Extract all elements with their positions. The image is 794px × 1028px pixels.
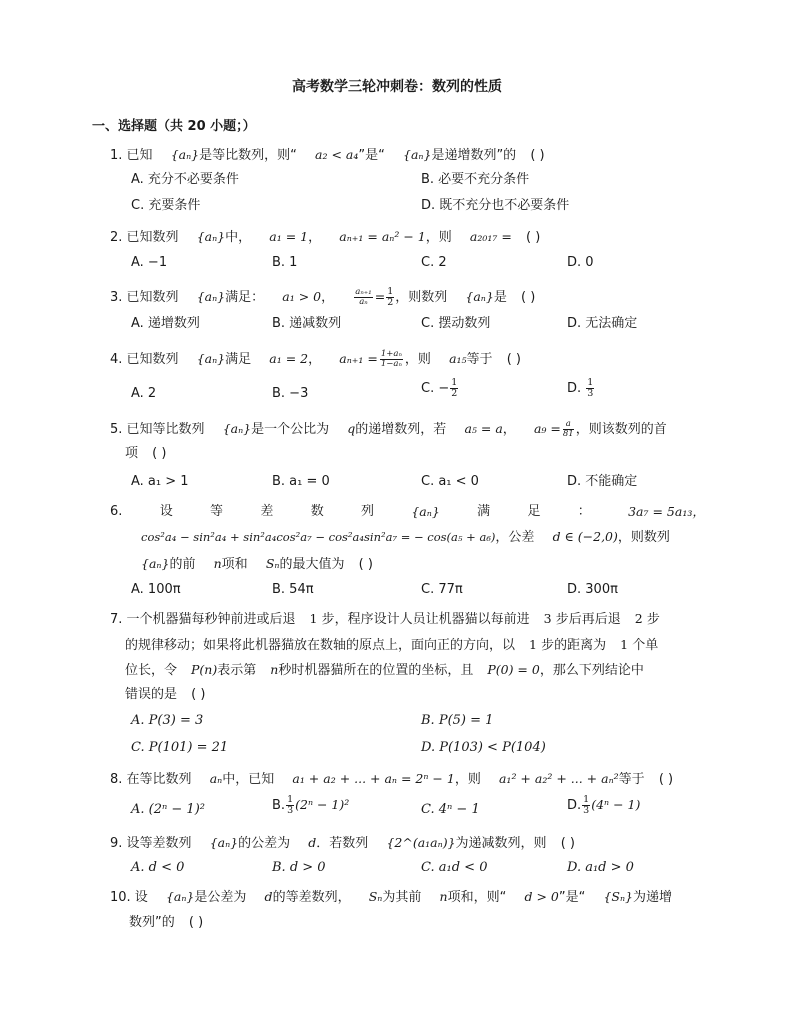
option-c: C. − $\frac{1}{2}$ — [421, 377, 458, 399]
question-7-line-4: 错误的是 ( ) — [125, 685, 720, 705]
option-b: B. 1 — [272, 255, 298, 270]
answer-blank: ( ) — [530, 148, 545, 163]
option-b: B. d > 0 — [272, 860, 326, 875]
answer-blank: ( ) — [506, 352, 521, 367]
option-c: C. 摆动数列 — [421, 316, 491, 331]
option-d: D. $\frac{1}{3}$ — [567, 377, 594, 399]
option-d: D. 300π — [567, 582, 618, 597]
answer-blank: ( ) — [525, 230, 541, 245]
question-6-line-1: 6. 设 等 差 数 列 {aₙ} 满 足 ： 3a₇ = 5a₁₃， — [110, 504, 705, 519]
fraction: $\frac{1}{3}$ — [587, 377, 594, 399]
option-c: C. a₁d < 0 — [421, 860, 488, 875]
option-b: B. P(5) = 1 — [421, 713, 494, 728]
answer-blank: ( ) — [658, 772, 674, 787]
question-5: 5. 已知等比数列 {aₙ}是一个公比为 q的递增数列，若 a₅ = a， a₉ = $\frac{a}{81}$ ，则该数列的首 — [110, 419, 667, 439]
option-c: C. a₁ < 0 — [421, 474, 479, 489]
option-d: D. 不能确定 — [567, 474, 638, 489]
option-d: D. $\frac{1}{3}$ (4ⁿ − 1) — [567, 794, 641, 816]
option-a: A. −1 — [131, 255, 168, 270]
answer-blank: ( ) — [358, 557, 373, 572]
question-4: 4. 已知数列 {aₙ}满足 a₁ = 2， aₙ₊₁ = $\frac{\text{1+aₙ}}{\text{1−aₙ}}$ ，则 a₁₅等于 ( ) — [110, 349, 521, 369]
option-c: C. 充要条件 — [131, 198, 201, 213]
option-a: A. (2ⁿ − 1)² — [131, 802, 205, 817]
question-3: 3. 已知数列 {aₙ}满足： a₁ > 0， $\frac{\text{aₙ₊₁}}{\text{aₙ}}$ = $\frac{1}{2}$ ，则数列 {aₙ}是 ( ) — [110, 286, 536, 308]
option-a: A. 100π — [131, 582, 181, 597]
question-10-line-2: 数列”的 ( ) — [129, 913, 724, 933]
option-a: A. d < 0 — [131, 860, 185, 875]
option-b: B. a₁ = 0 — [272, 474, 330, 489]
answer-blank: ( ) — [152, 446, 167, 461]
answer-blank: ( ) — [188, 915, 204, 930]
question-6-line-3: {aₙ}的前 n项和 Sₙ的最大值为 ( ) — [141, 554, 736, 575]
section-heading: 一、选择题（共 20 小题；） — [92, 119, 256, 134]
option-d: D. P(103) < P(104) — [421, 740, 546, 755]
question-7-line-1: 7. 一个机器猫每秒钟前进或后退 1 步，程序设计人员让机器猫以每前进 3 步后再后退 2 步 — [110, 611, 660, 627]
question-6 — [110, 502, 705, 522]
question-6-line-2: cos²a₄ − sin²a₄ + sin²a₄cos²a₇ − cos²a₄sin²a₇ = − cos(a₅ + a₆)，公差 d ∈ (−2,0)，则数列 — [141, 529, 670, 545]
option-b: B. −3 — [272, 386, 309, 401]
fraction: $\frac{1}{3}$ — [583, 794, 590, 816]
option-b: B. 54π — [272, 582, 314, 597]
question-9: 9. 设等差数列 {aₙ}的公差为 d．若数列 {2^(a₁aₙ)}为递减数列，则 ( ) — [110, 833, 705, 854]
option-d: D. a₁d > 0 — [567, 860, 634, 875]
option-c: C. 4ⁿ − 1 — [421, 802, 480, 817]
option-a: A. a₁ > 1 — [131, 474, 189, 489]
option-c: C. 2 — [421, 255, 447, 270]
fraction: $\frac{a}{81}$ — [562, 419, 574, 439]
option-b: B. 必要不充分条件 — [421, 172, 530, 187]
question-7-line-2: 的规律移动；如果将此机器猫放在数轴的原点上，面向正的方向，以 1 步的距离为 1 个单 — [125, 637, 659, 653]
page-title: 高考数学三轮冲刺卷：数列的性质 — [292, 79, 502, 95]
answer-blank: ( ) — [520, 290, 536, 305]
fraction: $\frac{\text{1+aₙ}}{\text{1−aₙ}}$ — [380, 349, 402, 369]
option-a: A. P(3) = 3 — [131, 713, 204, 728]
option-a: A. 2 — [131, 386, 157, 401]
answer-blank: ( ) — [191, 687, 206, 702]
question-10: 10. 设 {aₙ}是公差为 d的等差数列， Sₙ为其前 n项和，则“ d > 0”是“ {Sₙ}为递增 — [110, 889, 673, 905]
option-b: B. 递减数列 — [272, 316, 342, 331]
question-8: 8. 在等比数列 aₙ中，已知 a₁ + a₂ + ... + aₙ = 2ⁿ − 1，则 a₁² + a₂² + ... + aₙ²等于 ( ) — [110, 769, 705, 790]
option-b: B. $\frac{1}{3}$ (2ⁿ − 1)² — [272, 794, 350, 816]
fraction: $\frac{1}{2}$ — [387, 286, 394, 308]
fraction: $\frac{\text{aₙ₊₁}}{\text{aₙ}}$ — [355, 287, 372, 307]
fraction: $\frac{1}{3}$ — [287, 794, 294, 816]
question-1: 1. 已知 {aₙ}是等比数列，则“ a₂ < a₄”是“ {aₙ}是递增数列”的 ( ) — [110, 145, 705, 166]
option-c: C. 77π — [421, 582, 463, 597]
fraction: $\frac{1}{2}$ — [451, 377, 458, 399]
option-a: A. 充分不必要条件 — [131, 172, 239, 187]
option-d: D. 既不充分也不必要条件 — [421, 198, 570, 213]
option-d: D. 无法确定 — [567, 316, 638, 331]
answer-blank: ( ) — [560, 836, 575, 851]
question-2: 2. 已知数列 {aₙ}中， a₁ = 1， aₙ₊₁ = aₙ² − 1，则 a₂₀₁₇ = ( ) — [110, 227, 705, 248]
question-7-line-3: 位长，令 P(n)表示第 n秒时机器猫所在的位置的坐标，且 P(0) = 0，那么下列结论中 — [125, 662, 644, 678]
option-a: A. 递增数列 — [131, 316, 200, 331]
option-c: C. P(101) = 21 — [131, 740, 229, 755]
question-5-line-2: 项 ( ) — [125, 444, 720, 464]
option-d: D. 0 — [567, 255, 594, 270]
